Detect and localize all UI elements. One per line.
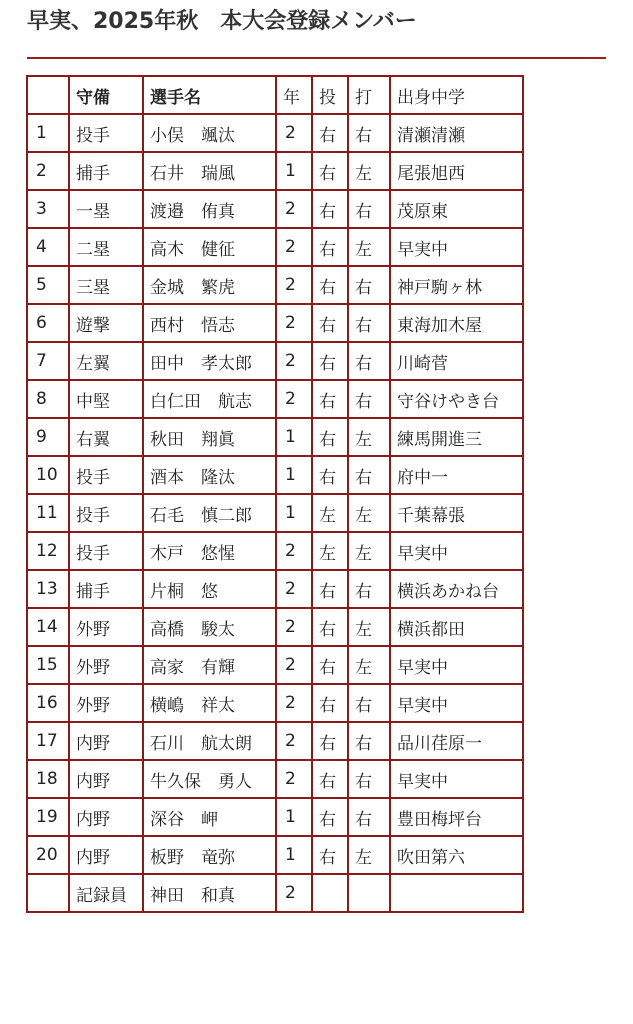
player-bats: 右 bbox=[348, 380, 390, 418]
player-position: 二塁 bbox=[69, 228, 143, 266]
table-row bbox=[27, 760, 523, 798]
player-number: 19 bbox=[27, 798, 69, 836]
player-name: 板野 竜弥 bbox=[143, 836, 276, 874]
player-junior-high: 練馬開進三 bbox=[390, 418, 523, 456]
player-year: 2 bbox=[276, 532, 312, 570]
header-junior-high: 出身中学 bbox=[390, 76, 523, 114]
player-number: 13 bbox=[27, 570, 69, 608]
table-row bbox=[27, 646, 523, 684]
player-position: 内野 bbox=[69, 760, 143, 798]
table-row bbox=[27, 152, 523, 190]
player-name: 横嶋 祥太 bbox=[143, 684, 276, 722]
player-name: 神田 和真 bbox=[143, 874, 276, 912]
player-position: 投手 bbox=[69, 494, 143, 532]
player-throws: 左 bbox=[312, 532, 348, 570]
player-bats: 右 bbox=[348, 456, 390, 494]
player-junior-high: 吹田第六 bbox=[390, 836, 523, 874]
player-year: 2 bbox=[276, 608, 312, 646]
player-position: 中堅 bbox=[69, 380, 143, 418]
table-row bbox=[27, 532, 523, 570]
player-throws: 右 bbox=[312, 608, 348, 646]
player-year: 1 bbox=[276, 152, 312, 190]
player-name: 白仁田 航志 bbox=[143, 380, 276, 418]
header-position: 守備 bbox=[69, 76, 143, 114]
header-number bbox=[27, 76, 69, 114]
player-bats: 左 bbox=[348, 836, 390, 874]
player-name: 高木 健征 bbox=[143, 228, 276, 266]
player-throws: 右 bbox=[312, 646, 348, 684]
player-position: 内野 bbox=[69, 798, 143, 836]
player-name: 木戸 悠惺 bbox=[143, 532, 276, 570]
player-junior-high: 守谷けやき台 bbox=[390, 380, 523, 418]
player-bats: 左 bbox=[348, 608, 390, 646]
table-body bbox=[27, 114, 523, 912]
player-year: 2 bbox=[276, 304, 312, 342]
player-throws: 右 bbox=[312, 266, 348, 304]
player-position: 内野 bbox=[69, 836, 143, 874]
player-throws: 右 bbox=[312, 798, 348, 836]
player-name: 西村 悟志 bbox=[143, 304, 276, 342]
player-name: 牛久保 勇人 bbox=[143, 760, 276, 798]
player-position: 捕手 bbox=[69, 570, 143, 608]
player-bats: 右 bbox=[348, 114, 390, 152]
player-position: 右翼 bbox=[69, 418, 143, 456]
player-name: 石井 瑞風 bbox=[143, 152, 276, 190]
player-position: 外野 bbox=[69, 608, 143, 646]
player-number: 1 bbox=[27, 114, 69, 152]
player-year: 2 bbox=[276, 570, 312, 608]
player-name: 深谷 岬 bbox=[143, 798, 276, 836]
player-name: 高家 有輝 bbox=[143, 646, 276, 684]
player-number: 8 bbox=[27, 380, 69, 418]
player-junior-high: 府中一 bbox=[390, 456, 523, 494]
player-junior-high: 清瀬清瀬 bbox=[390, 114, 523, 152]
player-year: 2 bbox=[276, 228, 312, 266]
player-bats: 左 bbox=[348, 646, 390, 684]
header-row bbox=[27, 76, 523, 114]
player-position: 投手 bbox=[69, 456, 143, 494]
player-bats: 左 bbox=[348, 228, 390, 266]
player-year: 1 bbox=[276, 798, 312, 836]
player-position: 捕手 bbox=[69, 152, 143, 190]
player-junior-high: 千葉幕張 bbox=[390, 494, 523, 532]
table-row bbox=[27, 266, 523, 304]
player-bats: 右 bbox=[348, 304, 390, 342]
header-year: 年 bbox=[276, 76, 312, 114]
player-throws: 右 bbox=[312, 418, 348, 456]
player-position: 投手 bbox=[69, 114, 143, 152]
player-number: 15 bbox=[27, 646, 69, 684]
player-position: 左翼 bbox=[69, 342, 143, 380]
player-number: 5 bbox=[27, 266, 69, 304]
player-junior-high: 早実中 bbox=[390, 228, 523, 266]
player-junior-high: 品川荏原一 bbox=[390, 722, 523, 760]
table-row bbox=[27, 304, 523, 342]
player-throws: 右 bbox=[312, 380, 348, 418]
player-throws bbox=[312, 874, 348, 912]
player-number: 18 bbox=[27, 760, 69, 798]
player-number: 20 bbox=[27, 836, 69, 874]
player-bats: 右 bbox=[348, 760, 390, 798]
player-junior-high: 神戸駒ヶ林 bbox=[390, 266, 523, 304]
player-junior-high: 早実中 bbox=[390, 532, 523, 570]
player-year: 2 bbox=[276, 266, 312, 304]
player-number: 2 bbox=[27, 152, 69, 190]
table-row bbox=[27, 190, 523, 228]
player-junior-high: 早実中 bbox=[390, 760, 523, 798]
player-position: 内野 bbox=[69, 722, 143, 760]
player-number: 10 bbox=[27, 456, 69, 494]
table-header bbox=[27, 76, 523, 114]
player-position: 一塁 bbox=[69, 190, 143, 228]
player-year: 2 bbox=[276, 684, 312, 722]
table-row bbox=[27, 722, 523, 760]
player-bats: 左 bbox=[348, 418, 390, 456]
table-row bbox=[27, 798, 523, 836]
player-bats: 右 bbox=[348, 798, 390, 836]
table-row bbox=[27, 114, 523, 152]
table-row bbox=[27, 494, 523, 532]
player-throws: 右 bbox=[312, 342, 348, 380]
player-number: 9 bbox=[27, 418, 69, 456]
player-throws: 右 bbox=[312, 836, 348, 874]
table-row bbox=[27, 342, 523, 380]
player-bats: 右 bbox=[348, 684, 390, 722]
player-throws: 左 bbox=[312, 494, 348, 532]
player-number: 12 bbox=[27, 532, 69, 570]
header-bats: 打 bbox=[348, 76, 390, 114]
player-bats: 左 bbox=[348, 152, 390, 190]
player-number: 6 bbox=[27, 304, 69, 342]
player-year: 1 bbox=[276, 418, 312, 456]
player-bats: 右 bbox=[348, 266, 390, 304]
player-position: 遊撃 bbox=[69, 304, 143, 342]
table-row bbox=[27, 608, 523, 646]
player-year: 2 bbox=[276, 646, 312, 684]
player-position: 三塁 bbox=[69, 266, 143, 304]
table-row bbox=[27, 228, 523, 266]
header-throws: 投 bbox=[312, 76, 348, 114]
player-year: 2 bbox=[276, 190, 312, 228]
player-junior-high bbox=[390, 874, 523, 912]
player-year: 1 bbox=[276, 836, 312, 874]
player-junior-high: 東海加木屋 bbox=[390, 304, 523, 342]
player-bats: 右 bbox=[348, 570, 390, 608]
player-number: 7 bbox=[27, 342, 69, 380]
player-name: 金城 繁虎 bbox=[143, 266, 276, 304]
player-name: 石毛 慎二郎 bbox=[143, 494, 276, 532]
player-name: 片桐 悠 bbox=[143, 570, 276, 608]
player-name: 小俣 颯汰 bbox=[143, 114, 276, 152]
player-year: 2 bbox=[276, 874, 312, 912]
table-row bbox=[27, 456, 523, 494]
player-number: 17 bbox=[27, 722, 69, 760]
player-position: 投手 bbox=[69, 532, 143, 570]
player-year: 1 bbox=[276, 494, 312, 532]
player-throws: 右 bbox=[312, 456, 348, 494]
roster-table bbox=[26, 75, 524, 913]
table-row bbox=[27, 684, 523, 722]
player-position: 外野 bbox=[69, 646, 143, 684]
player-junior-high: 尾張旭西 bbox=[390, 152, 523, 190]
player-junior-high: 早実中 bbox=[390, 646, 523, 684]
player-throws: 右 bbox=[312, 570, 348, 608]
table-row bbox=[27, 570, 523, 608]
player-year: 2 bbox=[276, 380, 312, 418]
player-bats: 右 bbox=[348, 722, 390, 760]
table-row bbox=[27, 874, 523, 912]
header-player-name: 選手名 bbox=[143, 76, 276, 114]
player-throws: 右 bbox=[312, 760, 348, 798]
player-number: 4 bbox=[27, 228, 69, 266]
player-junior-high: 横浜あかね台 bbox=[390, 570, 523, 608]
player-name: 高橋 駿太 bbox=[143, 608, 276, 646]
table-row bbox=[27, 418, 523, 456]
player-number: 3 bbox=[27, 190, 69, 228]
player-throws: 右 bbox=[312, 684, 348, 722]
player-name: 渡邉 侑真 bbox=[143, 190, 276, 228]
player-year: 2 bbox=[276, 760, 312, 798]
player-bats: 右 bbox=[348, 190, 390, 228]
player-year: 2 bbox=[276, 722, 312, 760]
player-throws: 右 bbox=[312, 114, 348, 152]
player-position: 外野 bbox=[69, 684, 143, 722]
player-junior-high: 横浜都田 bbox=[390, 608, 523, 646]
player-name: 石川 航太朗 bbox=[143, 722, 276, 760]
player-year: 1 bbox=[276, 456, 312, 494]
player-bats: 左 bbox=[348, 532, 390, 570]
player-throws: 右 bbox=[312, 722, 348, 760]
player-junior-high: 茂原東 bbox=[390, 190, 523, 228]
player-bats bbox=[348, 874, 390, 912]
player-throws: 右 bbox=[312, 304, 348, 342]
player-year: 2 bbox=[276, 114, 312, 152]
player-number: 11 bbox=[27, 494, 69, 532]
player-number bbox=[27, 874, 69, 912]
player-name: 田中 孝太郎 bbox=[143, 342, 276, 380]
player-name: 酒本 隆汰 bbox=[143, 456, 276, 494]
player-bats: 左 bbox=[348, 494, 390, 532]
table-row bbox=[27, 836, 523, 874]
player-junior-high: 早実中 bbox=[390, 684, 523, 722]
title-divider bbox=[27, 57, 606, 59]
player-throws: 右 bbox=[312, 152, 348, 190]
page-title: 早実、2025年秋 本大会登録メンバー bbox=[27, 9, 417, 34]
player-bats: 右 bbox=[348, 342, 390, 380]
player-throws: 右 bbox=[312, 228, 348, 266]
player-position: 記録員 bbox=[69, 874, 143, 912]
player-junior-high: 豊田梅坪台 bbox=[390, 798, 523, 836]
player-number: 16 bbox=[27, 684, 69, 722]
player-year: 2 bbox=[276, 342, 312, 380]
player-name: 秋田 翔眞 bbox=[143, 418, 276, 456]
player-number: 14 bbox=[27, 608, 69, 646]
player-throws: 右 bbox=[312, 190, 348, 228]
table-row bbox=[27, 380, 523, 418]
player-junior-high: 川崎菅 bbox=[390, 342, 523, 380]
